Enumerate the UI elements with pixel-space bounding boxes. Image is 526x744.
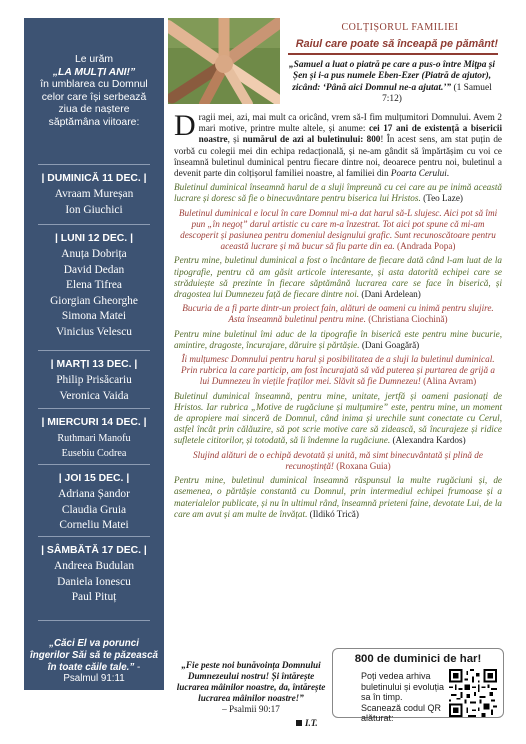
footer-quote — [176, 660, 326, 715]
divider — [38, 408, 150, 409]
intro-wish: „LA MULȚI ANI!” — [52, 66, 136, 78]
birthday-name: Giorgian Gheorghe — [50, 294, 138, 307]
intro-line: ziua de naștere — [58, 104, 130, 116]
verse-text: „Samuel a luat o piatră pe care a pus-o între Mițpa și Șen și i-a pus numele Eben-Ezer (Piatră de ajutor), zicând: ‘Până aici Domnul ne-a ajutat.’” — [288, 60, 495, 93]
testimonial-author: (Teo Laze) — [420, 193, 463, 204]
birthday-name: Adriana Șandor — [58, 488, 130, 500]
intro-line: celor care își serbează — [41, 91, 147, 103]
day-label: | JOI 15 DEC. | — [58, 473, 130, 484]
testimonial-author: (Alina Avram) — [420, 376, 477, 387]
birthday-name: Daniela Ionescu — [57, 575, 131, 588]
article-headline: Raiul care poate să înceapă pe pământ! — [295, 38, 498, 50]
divider — [38, 350, 150, 351]
birthday-name: Eusebiu Codrea — [61, 448, 127, 460]
footer-quote-reference: – Psalmii 90:17 — [222, 704, 280, 714]
birthday-name: Vinicius Velescu — [56, 325, 132, 338]
birthday-name: Claudia Gruia — [61, 503, 127, 516]
birthday-name: Ion Giuchici — [65, 203, 123, 216]
birthday-name: Elena Tifrea — [66, 279, 122, 292]
birthday-name: Corneliu Matei — [59, 519, 129, 532]
testimonial: Pentru mine, buletinul duminical înseamnă răspunsul la multe rugăciuni și, de asemenea, o părtășie constantă cu Domnul, prin intermediul echipei frumoase și a materialelor publicate, și nu în ultimul rând, înseamnă prieteni faine, devotate Lui, de la care am avut și am multe de învățat. (Ildikó Trică) — [174, 475, 502, 519]
birthday-name: Philip Prisăcariu — [56, 374, 132, 386]
testimonial-author: (Dani Goagără) — [359, 339, 420, 350]
testimonial: Îi mulțumesc Domnului pentru harul și posibilitatea de a sluji la buletinul duminical. Prin rubrica la care particip, am fost încurajată să văd puterea și purtarea de grijă a lui Dumnezeu în viețile fraților mei. Slăvit să fie Dumnezeu! (Alina Avram) — [181, 354, 495, 387]
testimonial-author: (Andrada Popa) — [394, 241, 456, 252]
day-wednesday — [26, 416, 162, 462]
intro-line: săptămâna viitoare: — [48, 116, 140, 128]
hands-photo — [168, 18, 280, 104]
testimonial: Slujind alături de o echipă devotată și unită, mă simt binecuvântată și plină de recunoștință! (Roxana Guia) — [193, 449, 483, 471]
day-label: | MIERCURI 14 DEC. | — [41, 417, 147, 428]
day-label: | MARȚI 13 DEC. | — [50, 359, 138, 370]
day-tuesday — [26, 358, 162, 404]
birthday-name: Veronica Vaida — [59, 389, 129, 402]
article-body — [174, 109, 503, 523]
headline-rule — [288, 53, 498, 55]
archive-box-text: Poți vedea arhiva buletinului și evoluția sa în timp. Scanează codul QR alăturat: — [361, 671, 445, 724]
qr-code-icon[interactable] — [449, 669, 497, 717]
testimonial-author: (Roxana Guia) — [334, 460, 391, 471]
testimonial-author: (Christiana Ciochină) — [365, 314, 448, 325]
divider — [38, 536, 150, 537]
quote-text: „Căci El va porunci îngerilor Săi să te păzească în toate căile tale.” — [30, 638, 158, 673]
day-monday — [26, 232, 162, 341]
birthday-sidebar — [24, 18, 164, 690]
testimonial: Pentru mine buletinul îmi aduc de la tipografie în biserică este pentru mine bucurie, amintire, dragoste, încurajare, dăruire și părtășie. (Dani Goagără) — [174, 328, 502, 350]
intro-line: Le urăm — [74, 54, 114, 65]
archive-box-title: 800 de duminici de har! — [354, 653, 482, 665]
divider — [38, 620, 150, 621]
testimonial-author: (Dani Ardelean) — [359, 289, 421, 300]
birthday-name: Anuța Dobrița — [61, 248, 127, 260]
intro-line: în umblarea cu Domnul — [40, 79, 148, 91]
square-bullet-icon — [296, 720, 302, 726]
testimonial: Buletinul duminical înseamnă harul de a sluji împreună cu cei care au pe inimă această lucrare și doresc să fie o binecuvântare pentru biserica lui Hristos. (Teo Laze) — [174, 182, 502, 204]
day-saturday — [26, 544, 162, 606]
day-label: | SÂMBĂTĂ 17 DEC. | — [41, 545, 147, 556]
testimonial: Bucuria de a fi parte dintr-un proiect fain, alături de oameni cu inimă pentru slujire. Asta înseamnă buletinul pentru mine. (Christiana Ciochină) — [182, 303, 494, 325]
testimonial-author: (Alexandra Kardos) — [390, 435, 466, 446]
day-thursday — [26, 472, 162, 534]
day-label: | DUMINICĂ 11 DEC. | — [41, 173, 147, 184]
birthday-name: Avraam Mureșan — [54, 188, 134, 200]
divider — [38, 224, 150, 225]
drop-cap: D — [174, 109, 196, 142]
header-verse — [288, 60, 496, 106]
sidebar-quote — [30, 638, 158, 685]
birthday-name: Simona Matei — [61, 310, 127, 323]
quote-reference: - Psalmul 91:11 — [63, 661, 141, 685]
section-kicker: COLȚIȘORUL FAMILIEI — [341, 22, 459, 33]
testimonial-author: (Ildikó Trică) — [307, 508, 359, 519]
author-signature: I.T. — [296, 718, 318, 728]
divider — [38, 164, 150, 165]
footer-quote-text: „Fie peste noi bunăvoința Domnului Dumnezeului nostru! Și întărește lucrarea mâinilor noastre, da, întărește lucrarea mâinilor noastre!” — [176, 660, 326, 703]
day-label: | LUNI 12 DEC. | — [55, 233, 133, 244]
birthday-intro — [30, 54, 158, 130]
birthday-name: Andreea Budulan — [53, 560, 135, 572]
divider — [38, 464, 150, 465]
testimonial: Buletinul duminical e locul în care Domnul mi-a dat harul să-L slujesc. Aici pot să îmi pun „în negoț” darul artistic cu care m-a înzestrat. Tot aici pot spune că mi-am descoperit și pasiunea pentru domeniul designului grafic. Sunt recunoscătoare pentru această lucrare și mă bucur să fiu parte din ea. (Andrada Popa) — [178, 207, 498, 252]
archive-box — [332, 648, 504, 724]
intro-paragraph: Dragii mei, azi, mai mult ca oricând, vrem să-I fim mulțumitori Domnului. Avem 2 mari motive, printre multe altele, și anume: cei 17 ani de existență a bisericii noastre, și numărul de azi al buletinului: 800! În acest sens, am stat puțin de vorbă cu colegii mei din echipa redacțională, și ne-am gândit să împărtășim cu voi ce înseamnă buletinul duminical pentru fiecare dintre noi, deoarece pentru noi, buletinul a devenit parte din colțișorul familiei noastre, al familiei din Poarta Cerului. — [174, 109, 503, 179]
day-sunday — [26, 172, 162, 218]
testimonial: Buletinul duminical înseamnă, pentru mine, unitate, jertfă și oameni pasionați de Hristos. Iar rubrica „Motive de rugăciune și mulțumire” este, pentru mine, un moment de apropiere mai sinceră de Domnul, când inima și urechile sunt conectate cu Cerul, astfel încât prin călăuzire, să pot scrie motive care să zidească, să încurajeze și ridice sufletele cititorilor, și totodată, să îi îndemne la rugăciune. (Alexandra Kardos) — [174, 390, 502, 446]
birthday-name: Paul Pituț — [71, 591, 117, 604]
verse-reference: (1 Samuel 7:12) — [382, 82, 492, 105]
birthday-name: David Dedan — [63, 263, 125, 276]
birthday-name: Ruthmari Manofu — [57, 433, 131, 444]
testimonial: Pentru mine, buletinul duminical a fost o încântare de fiecare dată când l-am luat de la tipografie, pentru că am găsit articole interesante, și asta datorită echipei care se străduiește să prezinte în fiecare săptămână lucrarea care se face în biserică, și dragostea lui Dumnezeu față de fiecare dintre noi. (Dani Ardelean) — [174, 255, 502, 300]
